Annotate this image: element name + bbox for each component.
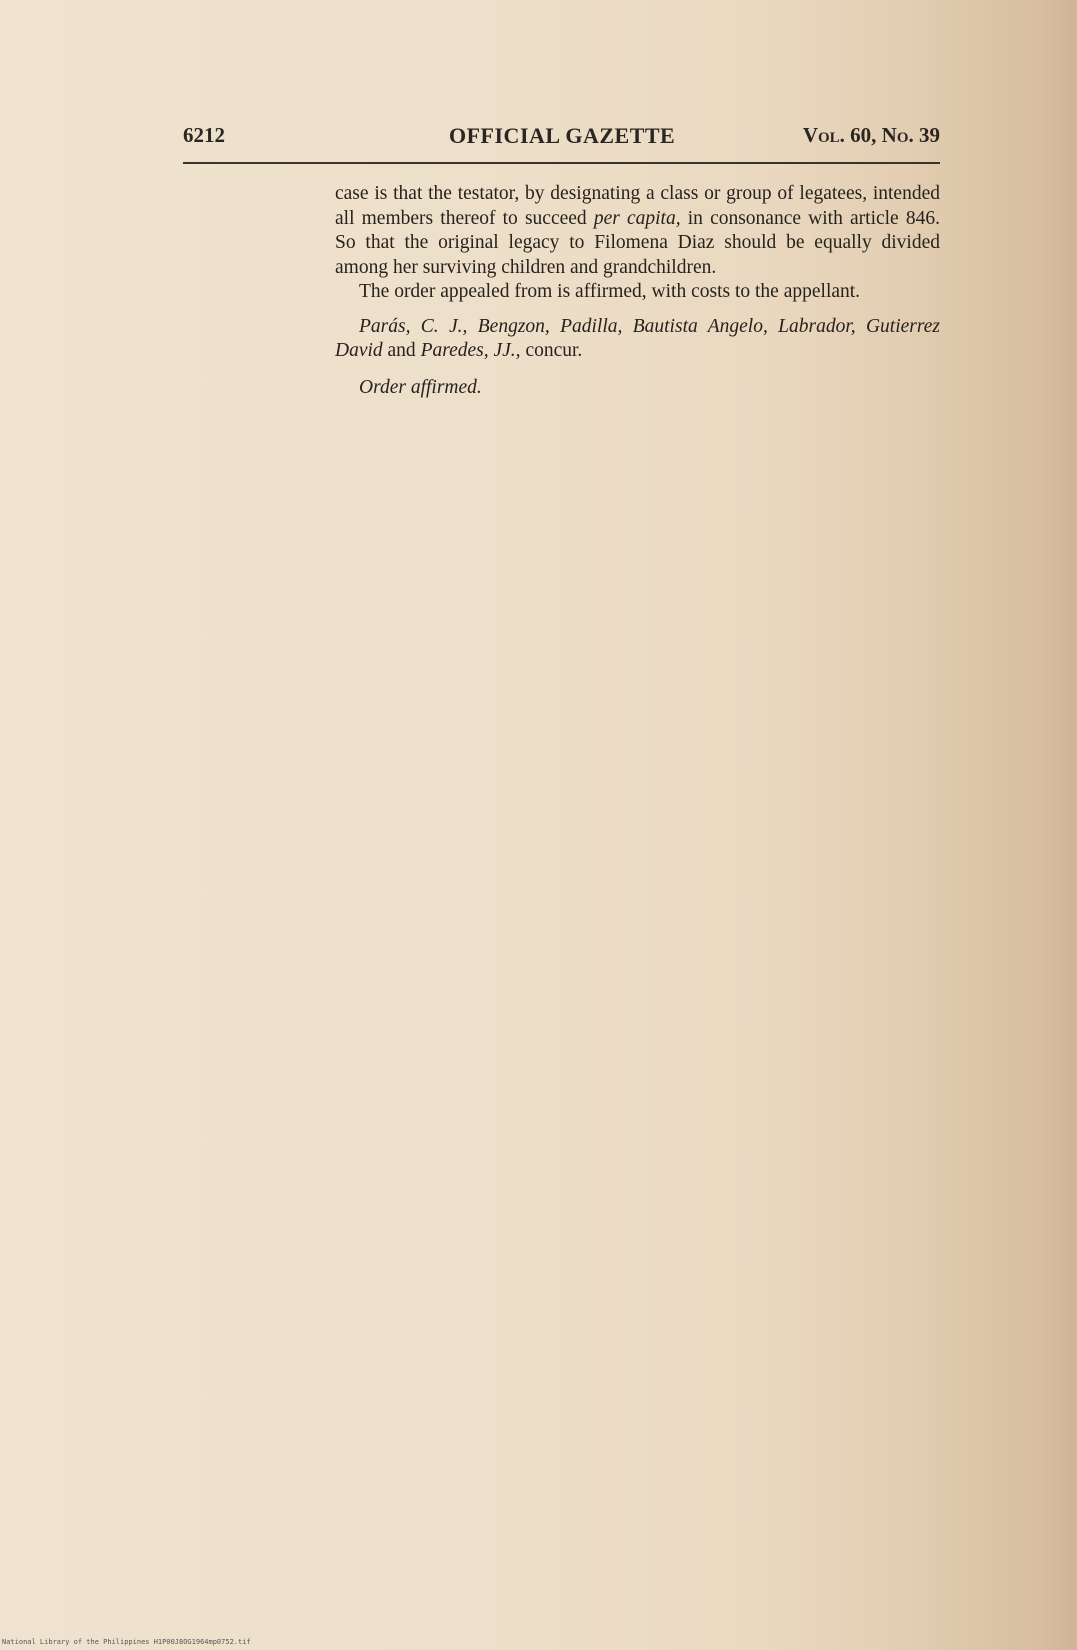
concurrence-end: concur. — [520, 340, 583, 361]
page-header — [183, 123, 940, 153]
paragraph-1 — [335, 182, 940, 280]
concurring-justices: Parás, C. J., Bengzon, Padilla, Bautista Angelo, Labrador, Gutierrez David — [335, 315, 940, 361]
disposition — [335, 376, 940, 401]
paragraph-1-italic: per capita, — [593, 207, 681, 229]
concurring-justices-last: Paredes, JJ., — [420, 340, 521, 361]
page-number: 6212 — [183, 123, 225, 147]
body-text — [335, 182, 940, 400]
paragraph-2: The order appealed from is affirmed, with costs to the appellant. — [359, 281, 861, 302]
paragraph-1-text-b: in consonance with article 846. So that the original legacy to Filomena Diaz should be equally divided among her surviving children and grandchildren. — [335, 207, 940, 278]
publication-title: OFFICIAL GAZETTE — [449, 123, 676, 148]
paragraph-1-text-a: case is that the testator, by designating a class or group of legatees, intended all members thereof to succeed — [335, 183, 940, 229]
disposition-text: Order affirmed. — [359, 376, 482, 398]
concurrence-and: and — [382, 340, 421, 361]
header-rule — [183, 162, 940, 164]
scan-footer: National Library of the Philippines H1P00J8OG1964mp0752.tif — [2, 1638, 251, 1646]
volume-number: Vol. 60, No. 39 — [802, 123, 940, 147]
concurrence — [335, 315, 940, 364]
